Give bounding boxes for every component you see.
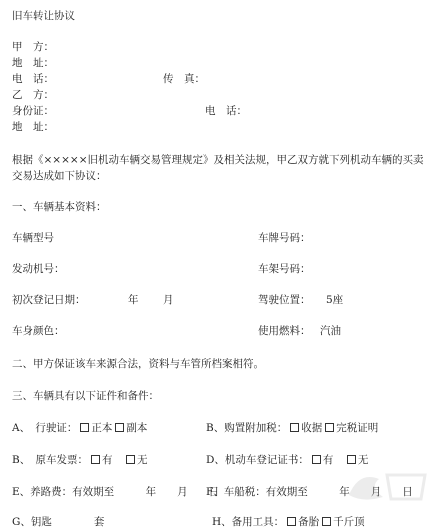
row-b-purchase-tax bbox=[206, 423, 378, 434]
section-1-heading: 一、车辆基本资料： bbox=[12, 201, 107, 213]
certificate-option-no: 无 bbox=[357, 454, 369, 466]
row-a-option-original: 正本 bbox=[91, 422, 113, 434]
fax-label: 传 真： bbox=[163, 73, 205, 85]
first-registration-label: 初次登记日期： bbox=[12, 294, 86, 306]
row-g-keys: G、钥匙 套 bbox=[12, 516, 105, 528]
row-b-option-tax-certificate: 完税证明 bbox=[336, 422, 379, 434]
row-b-option-receipt: 收据 bbox=[301, 422, 323, 434]
frame-number-label: 车架号码： bbox=[258, 263, 311, 275]
row-h-label: H、备用工具： bbox=[212, 516, 285, 528]
document-title: 旧车转让协议 bbox=[12, 10, 75, 22]
checkbox-jack[interactable] bbox=[322, 517, 331, 526]
month-label: 月 bbox=[163, 294, 174, 306]
seats-value: 5座 bbox=[326, 294, 344, 306]
checkbox-original[interactable] bbox=[80, 423, 89, 432]
row-d-registration-certificate bbox=[206, 455, 368, 466]
checkbox-certificate-no[interactable] bbox=[347, 455, 356, 464]
row-a-option-copy: 副本 bbox=[126, 422, 148, 434]
address-2-label: 地 址： bbox=[12, 121, 54, 133]
body-color-label: 车身颜色： bbox=[12, 325, 65, 337]
vehicle-model-label: 车辆型号 bbox=[12, 232, 54, 244]
phone-1-label: 电 话： bbox=[12, 73, 54, 85]
address-1-label: 地 址： bbox=[12, 57, 54, 69]
certificate-option-yes: 有 bbox=[322, 454, 334, 466]
invoice-option-yes: 有 bbox=[101, 454, 113, 466]
engine-number-label: 发动机号： bbox=[12, 263, 65, 275]
row-f-vehicle-tax: F、车船税：有效期至 年 月 日 bbox=[206, 486, 413, 498]
option-jack: 千斤顶 bbox=[333, 516, 365, 528]
invoice-option-no: 无 bbox=[136, 454, 148, 466]
option-spare-tire: 备胎 bbox=[298, 516, 320, 528]
row-b-original-invoice bbox=[12, 455, 147, 466]
checkbox-invoice-no[interactable] bbox=[126, 455, 135, 464]
row-a-driving-license bbox=[12, 423, 147, 434]
watermark-logo bbox=[339, 465, 431, 509]
intro-line-1: 根据《×××××旧机动车辆交易管理规定》及相关法规，甲乙双方就下列机动车辆的买卖 bbox=[12, 154, 424, 166]
year-label: 年 bbox=[128, 294, 139, 306]
row-b-tax-label: B、购置附加税： bbox=[206, 422, 288, 434]
row-d-label: D、机动车登记证书： bbox=[206, 454, 309, 466]
checkbox-certificate-yes[interactable] bbox=[312, 455, 321, 464]
row-a-label: A、 行驶证： bbox=[12, 422, 78, 434]
plate-number-label: 车牌号码： bbox=[258, 232, 311, 244]
intro-line-2: 交易达成如下协议： bbox=[12, 170, 107, 182]
party-b-label: 乙 方： bbox=[12, 89, 54, 101]
driving-position-label: 驾驶位置： bbox=[258, 294, 311, 306]
checkbox-receipt[interactable] bbox=[290, 423, 299, 432]
row-b-invoice-label: B、 原车发票： bbox=[12, 454, 88, 466]
checkbox-copy[interactable] bbox=[115, 423, 124, 432]
checkbox-spare-tire[interactable] bbox=[287, 517, 296, 526]
phone-2-label: 电 话： bbox=[205, 105, 247, 117]
row-e-road-fee: E、养路费：有效期至 年 月 日 bbox=[12, 486, 220, 498]
section-2-heading: 二、甲方保证该车来源合法，资料与车管所档案相符。 bbox=[12, 358, 264, 370]
party-a-label: 甲 方： bbox=[12, 41, 54, 53]
row-h-spare-tools bbox=[212, 517, 365, 528]
id-card-label: 身份证： bbox=[12, 105, 54, 117]
section-3-heading: 三、车辆具有以下证件和备件： bbox=[12, 390, 159, 402]
checkbox-tax-certificate[interactable] bbox=[325, 423, 334, 432]
fuel-label: 使用燃料： bbox=[258, 325, 311, 337]
fuel-value: 汽油 bbox=[320, 325, 341, 337]
checkbox-invoice-yes[interactable] bbox=[91, 455, 100, 464]
